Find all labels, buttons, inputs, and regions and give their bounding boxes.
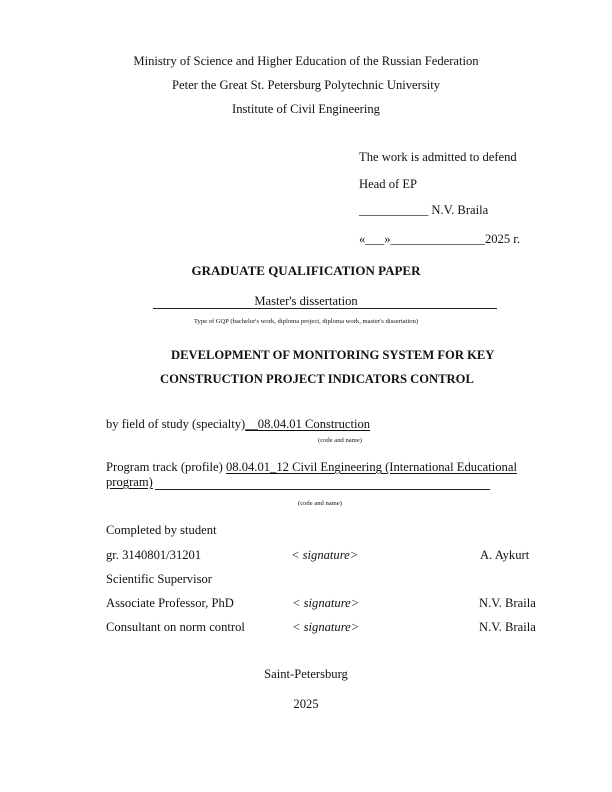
student-name: A. Aykurt (480, 548, 530, 562)
field-of-study-row (106, 417, 370, 432)
consultant-title: Consultant on norm control (106, 620, 245, 634)
supervisor-signature: < signature> (292, 596, 360, 610)
approval-date-line: «___»_______________2025 г. (359, 232, 521, 246)
field-of-study-label: by field of study (specialty) (106, 417, 246, 431)
supervisor-heading: Scientific Supervisor (106, 572, 212, 586)
city: Saint-Petersburg (264, 667, 348, 681)
head-of-ep-label: Head of EP (359, 177, 418, 191)
student-group: gr. 3140801/31201 (106, 548, 202, 562)
paper-title-line-2: CONSTRUCTION PROJECT INDICATORS CONTROL (160, 372, 474, 386)
completed-by-label: Completed by student (106, 523, 217, 537)
supervisor-title: Associate Professor, PhD (106, 596, 234, 610)
student-signature: < signature> (291, 548, 359, 562)
gqp-type-hint: Type of GQP (bachelor's work, diploma project, diploma work, master's dissertation) (193, 318, 419, 325)
paper-type-heading: GRADUATE QUALIFICATION PAPER (191, 263, 421, 278)
program-track-value-line-1: 08.04.01_12 Civil Engineering (International Educational (225, 460, 517, 474)
institute-name: Institute of Civil Engineering (232, 102, 380, 116)
ministry-name: Ministry of Science and Higher Education of the Russian Federation (133, 54, 479, 68)
program-track-hint: (code and name) (298, 500, 342, 507)
head-signature-line: ___________ N.V. Braila (359, 203, 489, 217)
gqp-type-value: Master's dissertation (254, 294, 358, 308)
field-of-study-value: __08.04.01 Construction (245, 417, 371, 431)
program-track-label: Program track (profile) (106, 460, 223, 474)
program-track-value-line-2: program) (106, 475, 153, 489)
year: 2025 (293, 697, 319, 711)
paper-title-line-1: DEVELOPMENT OF MONITORING SYSTEM FOR KEY (171, 348, 495, 362)
consultant-name: N.V. Braila (479, 620, 536, 634)
program-track-line-2 (106, 475, 153, 490)
field-of-study-hint: (code and name) (318, 437, 362, 444)
supervisor-name: N.V. Braila (479, 596, 536, 610)
consultant-signature: < signature> (292, 620, 360, 634)
university-name: Peter the Great St. Petersburg Polytechnic University (171, 78, 441, 92)
admitted-statement: The work is admitted to defend (359, 150, 517, 164)
program-track-underline (155, 489, 490, 490)
program-track-row (106, 460, 517, 475)
